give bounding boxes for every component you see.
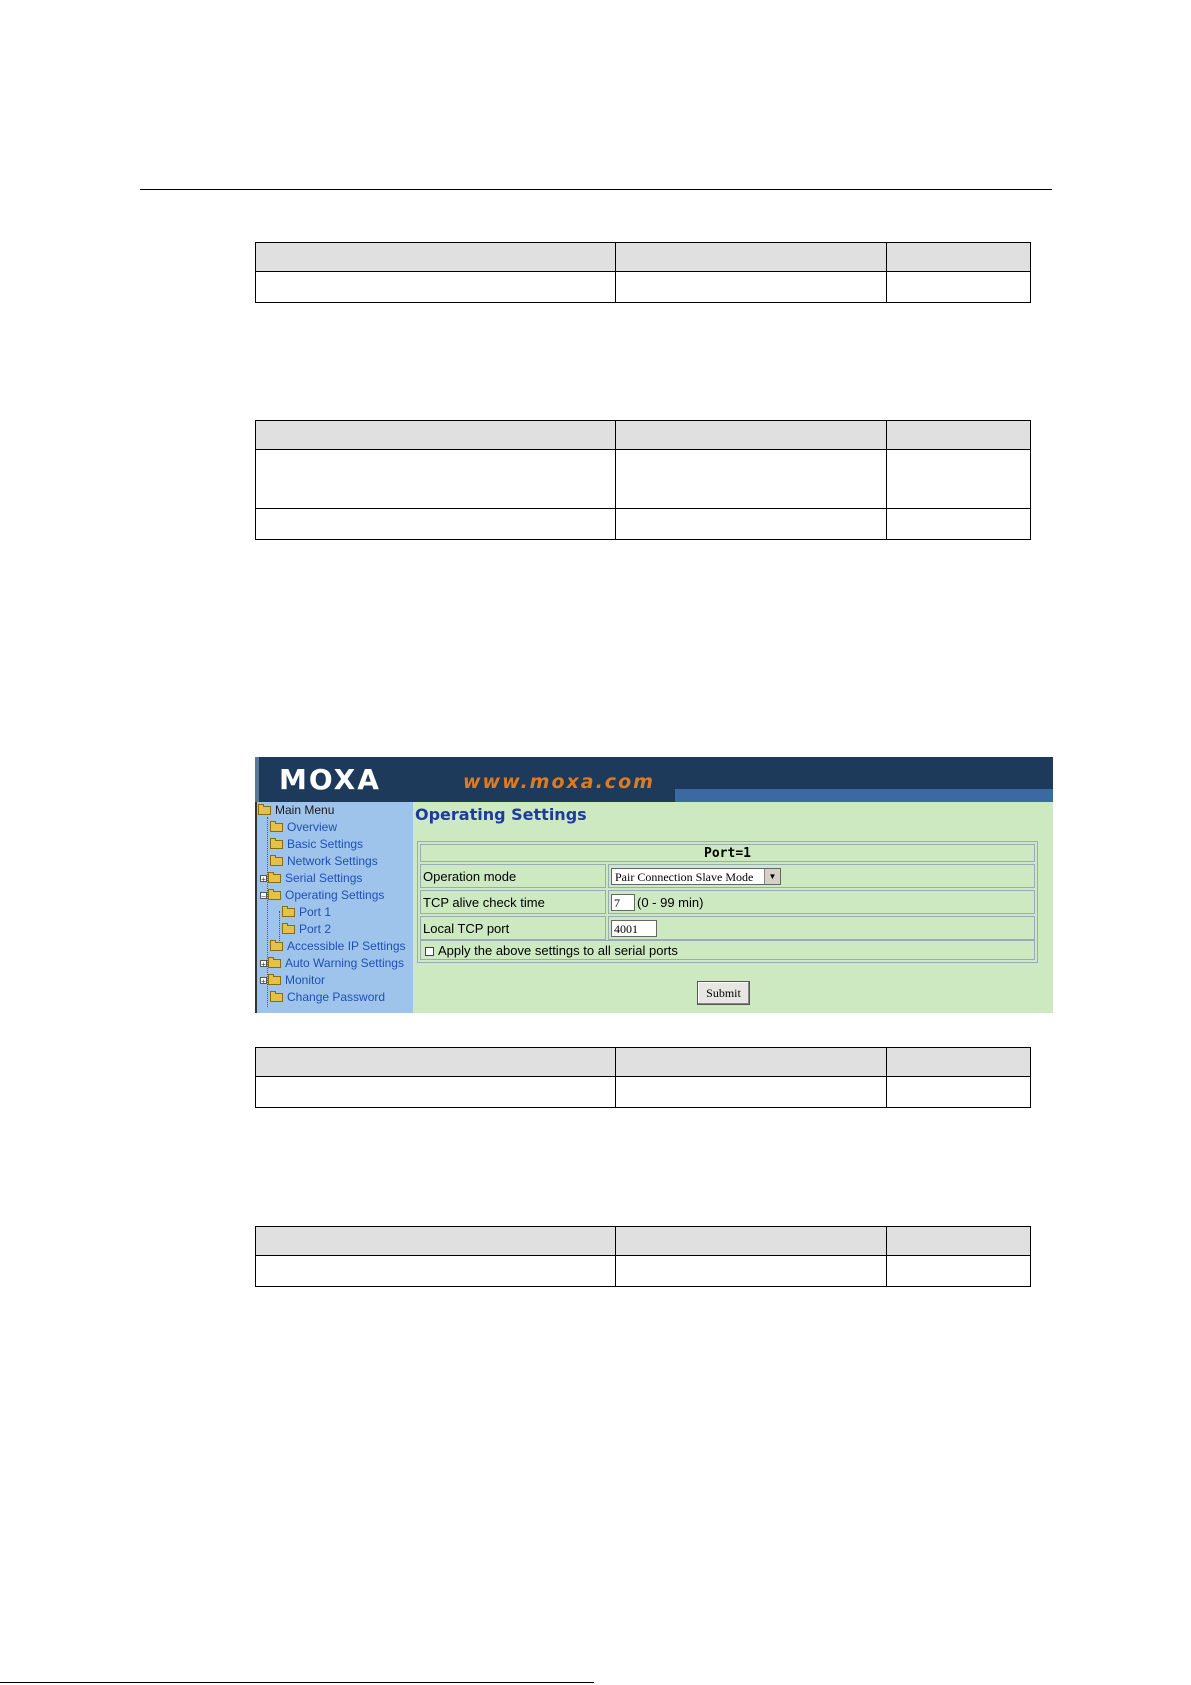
operation-mode-cell xyxy=(608,864,1035,888)
folder-icon xyxy=(270,857,283,866)
table-header-cell xyxy=(256,243,616,272)
operation-mode-select[interactable] xyxy=(611,868,781,885)
web-console-screenshot xyxy=(255,757,1053,1013)
port-header: Port=1 xyxy=(420,844,1035,862)
table-header-cell xyxy=(616,1227,887,1256)
table-cell xyxy=(887,1256,1031,1287)
folder-open-icon xyxy=(258,806,271,815)
table-cell xyxy=(887,1077,1031,1108)
tcp-alive-label: TCP alive check time xyxy=(420,890,606,914)
moxa-banner xyxy=(255,757,1053,802)
parameter-table-4 xyxy=(255,1226,1031,1287)
tree-item-basic-settings[interactable] xyxy=(270,836,363,853)
table-cell xyxy=(256,509,616,540)
header-rule xyxy=(140,189,1052,190)
expand-plus-icon[interactable]: + xyxy=(261,875,266,885)
table-cell xyxy=(616,272,887,303)
tree-item-main-menu[interactable] xyxy=(258,802,334,819)
parameter-table-2 xyxy=(255,420,1031,540)
moxa-url[interactable]: www.moxa.com xyxy=(463,771,655,793)
tree-item-label: Change Password xyxy=(287,990,386,1004)
table-header-cell xyxy=(256,1227,616,1256)
tree-item-label: Overview xyxy=(287,820,338,834)
tree-item-label: Port 2 xyxy=(299,922,332,936)
tcp-alive-range: (0 - 99 min) xyxy=(637,895,704,910)
table-cell xyxy=(616,1256,887,1287)
banner-stripe xyxy=(675,789,1053,802)
parameter-table-1 xyxy=(255,242,1031,303)
moxa-logo: MOXA xyxy=(279,763,381,796)
apply-all-label: Apply the above settings to all serial ports xyxy=(438,943,678,958)
table-cell xyxy=(887,272,1031,303)
table-header-cell xyxy=(887,1227,1031,1256)
table-header-row xyxy=(256,1048,1031,1077)
parameter-table-3 xyxy=(255,1047,1031,1108)
table-header-cell xyxy=(887,421,1031,450)
table-cell xyxy=(887,509,1031,540)
table-header-cell xyxy=(256,1048,616,1077)
table-cell xyxy=(887,450,1031,509)
table-header-cell xyxy=(256,421,616,450)
folder-icon xyxy=(268,976,281,985)
table-cell xyxy=(616,1077,887,1108)
footer-rule xyxy=(0,1682,594,1683)
operation-mode-value: Pair Connection Slave Mode xyxy=(615,870,754,884)
table-cell xyxy=(256,272,616,303)
local-tcp-port-cell xyxy=(608,916,1035,940)
submit-button[interactable]: Submit xyxy=(697,981,750,1005)
tree-item-label: Serial Settings xyxy=(285,871,363,885)
folder-icon xyxy=(268,959,281,968)
tree-item-overview[interactable] xyxy=(270,819,337,836)
tree-item-label: Accessible IP Settings xyxy=(287,939,406,953)
table-row xyxy=(256,509,1031,540)
operation-mode-label: Operation mode xyxy=(420,864,606,888)
table-row xyxy=(256,1077,1031,1108)
folder-icon xyxy=(270,993,283,1002)
table-header-cell xyxy=(887,243,1031,272)
table-cell xyxy=(256,1256,616,1287)
table-header-row xyxy=(256,1227,1031,1256)
table-header-cell xyxy=(887,1048,1031,1077)
tree-item-label: Auto Warning Settings xyxy=(285,956,404,970)
table-header-cell xyxy=(616,421,887,450)
folder-icon xyxy=(270,823,283,832)
tcp-alive-cell xyxy=(608,890,1035,914)
tree-item-network-settings[interactable] xyxy=(270,853,378,870)
table-header-row xyxy=(256,243,1031,272)
folder-icon xyxy=(270,840,283,849)
operating-settings-form xyxy=(417,841,1038,963)
tree-item-label: Port 1 xyxy=(299,905,332,919)
table-row xyxy=(256,450,1031,509)
tree-item-auto-warning-settings[interactable] xyxy=(260,955,404,972)
apply-all-row xyxy=(420,940,1035,960)
table-cell xyxy=(616,509,887,540)
page-title: Operating Settings xyxy=(415,805,587,824)
table-header-cell xyxy=(616,243,887,272)
tree-item-port-2[interactable] xyxy=(282,921,331,938)
main-menu-tree xyxy=(255,802,413,1013)
tree-item-label: Monitor xyxy=(285,973,326,987)
tree-item-accessible-ip-settings[interactable] xyxy=(270,938,406,955)
local-tcp-port-input[interactable]: 4001 xyxy=(611,920,657,937)
tree-item-label: Main Menu xyxy=(275,803,335,817)
tree-item-label: Network Settings xyxy=(287,854,378,868)
expand-plus-icon[interactable]: + xyxy=(261,977,266,987)
banner-edge xyxy=(255,757,259,802)
folder-icon xyxy=(268,874,281,883)
table-row xyxy=(256,272,1031,303)
folder-icon xyxy=(270,942,283,951)
tree-item-operating-settings[interactable] xyxy=(260,887,384,904)
local-tcp-port-label: Local TCP port xyxy=(420,916,606,940)
collapse-minus-icon[interactable]: − xyxy=(261,892,266,902)
table-row xyxy=(256,1256,1031,1287)
table-header-row xyxy=(256,421,1031,450)
expand-plus-icon[interactable]: + xyxy=(261,960,266,970)
folder-icon xyxy=(282,925,295,934)
table-cell xyxy=(616,450,887,509)
tree-item-port-1[interactable] xyxy=(282,904,331,921)
tree-item-serial-settings[interactable] xyxy=(260,870,362,887)
tree-item-change-password[interactable] xyxy=(270,989,385,1006)
tree-item-label: Basic Settings xyxy=(287,837,364,851)
table-cell xyxy=(256,1077,616,1108)
table-header-cell xyxy=(616,1048,887,1077)
folder-icon xyxy=(282,908,295,917)
tree-item-monitor[interactable] xyxy=(260,972,325,989)
dropdown-arrow-icon[interactable]: ▼ xyxy=(764,869,780,884)
table-cell xyxy=(256,450,616,509)
folder-open-icon xyxy=(268,891,281,900)
tcp-alive-input[interactable]: 7 xyxy=(611,894,635,911)
tree-item-label: Operating Settings xyxy=(285,888,385,902)
apply-all-checkbox[interactable] xyxy=(425,947,434,956)
